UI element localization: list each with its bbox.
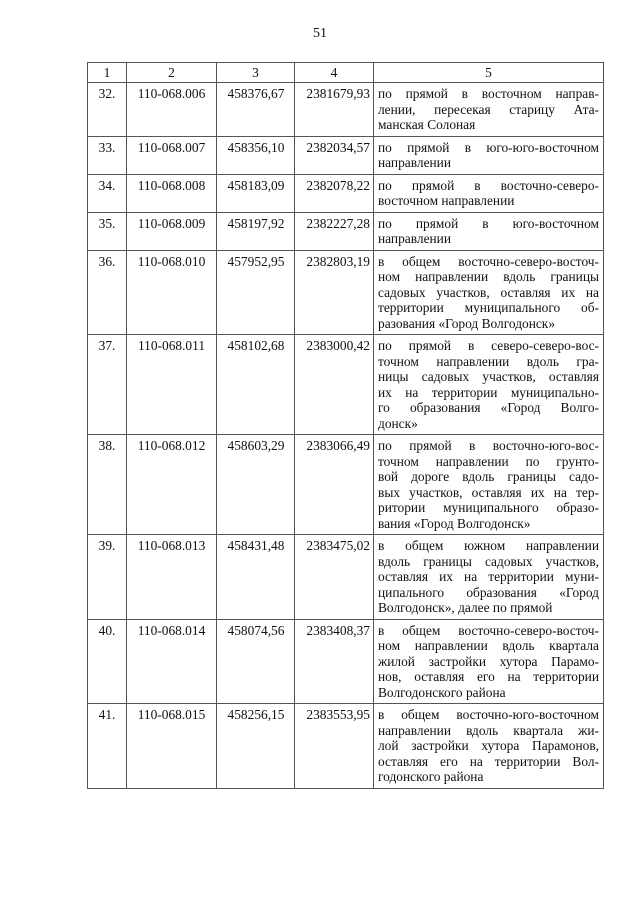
description-line: точном направлении вдоль гра-	[378, 353, 599, 369]
description-line: лой застройки хутора Парамонов,	[378, 738, 599, 753]
coordinate-y: 2383475,02	[295, 535, 374, 620]
row-number: 34.	[88, 174, 127, 212]
table-row	[88, 136, 604, 174]
description-line: разования «Город Волгодонск»	[378, 315, 556, 331]
description-line: ницы садовых участков, оставляя	[378, 369, 599, 384]
coordinate-x: 458356,10	[217, 136, 295, 174]
row-number: 36.	[88, 250, 127, 335]
description-line: точном направлении по грунто-	[378, 453, 599, 469]
coordinate-x: 458183,09	[217, 174, 295, 212]
point-code: 110-068.008	[127, 174, 217, 212]
description-line: нов, оставляя его на территории	[378, 669, 599, 684]
table-row	[88, 435, 604, 535]
header-col-3: 3	[217, 63, 295, 83]
coordinate-y: 2383553,95	[295, 704, 374, 789]
description-line: жилой застройки хутора Парамо-	[378, 653, 599, 669]
description-line: по прямой в юго-юго-восточном	[378, 139, 599, 155]
boundary-description	[374, 535, 604, 620]
row-number: 35.	[88, 212, 127, 250]
coordinate-x: 458431,48	[217, 535, 295, 620]
description-line: в общем южном направлении	[378, 538, 599, 553]
description-line: вдоль границы садовых участков,	[378, 553, 599, 569]
row-number: 37.	[88, 335, 127, 435]
description-line: ном направлении вдоль квартала	[378, 638, 599, 653]
boundary-description	[374, 435, 604, 535]
description-line: по прямой в юго-восточном	[378, 215, 599, 231]
coordinate-x: 457952,95	[217, 250, 295, 335]
table-row	[88, 335, 604, 435]
point-code: 110-068.006	[127, 83, 217, 137]
description-line: по прямой в восточно-юго-вос-	[378, 438, 599, 453]
coordinate-x: 458074,56	[217, 619, 295, 704]
table-row	[88, 174, 604, 212]
coordinate-x: 458197,92	[217, 212, 295, 250]
description-line: направлении	[378, 231, 452, 246]
table-row	[88, 619, 604, 704]
table-row	[88, 535, 604, 620]
coordinate-y: 2381679,93	[295, 83, 374, 137]
point-code: 110-068.013	[127, 535, 217, 620]
description-line: вания «Город Волгодонск»	[378, 515, 531, 531]
boundary-description	[374, 136, 604, 174]
table-row	[88, 704, 604, 789]
description-line: направлении	[378, 155, 452, 170]
boundary-description	[374, 174, 604, 212]
table-row	[88, 83, 604, 137]
coordinate-x: 458256,15	[217, 704, 295, 789]
header-col-2: 2	[127, 63, 217, 83]
point-code: 110-068.015	[127, 704, 217, 789]
description-line: манская Солоная	[378, 117, 476, 132]
boundary-description	[374, 250, 604, 335]
coordinate-y: 2382227,28	[295, 212, 374, 250]
description-line: Волгодонского района	[378, 684, 506, 700]
row-number: 39.	[88, 535, 127, 620]
description-line: в общем восточно-юго-восточном	[378, 707, 599, 722]
boundary-points-table	[87, 62, 604, 789]
description-line: садовых участков, оставляя их на	[378, 284, 599, 300]
boundary-description	[374, 704, 604, 789]
description-line: вой дороге вдоль границы садо-	[378, 469, 599, 484]
boundary-description	[374, 335, 604, 435]
row-number: 33.	[88, 136, 127, 174]
description-line: восточном направлении	[378, 193, 515, 208]
page-number: 51	[313, 26, 327, 41]
table-row	[88, 250, 604, 335]
table-row	[88, 212, 604, 250]
row-number: 38.	[88, 435, 127, 535]
description-line: в общем восточно-северо-восточ-	[378, 622, 599, 638]
description-line: ципального образования «Город	[378, 584, 599, 600]
point-code: 110-068.010	[127, 250, 217, 335]
description-line: по прямой в восточном направ-	[378, 86, 599, 101]
coordinate-x: 458376,67	[217, 83, 295, 137]
description-line: годонского района	[378, 769, 484, 784]
header-col-1: 1	[88, 63, 127, 83]
coordinate-y: 2383000,42	[295, 335, 374, 435]
description-line: донск»	[378, 415, 418, 431]
point-code: 110-068.014	[127, 619, 217, 704]
description-line: по прямой в восточно-северо-	[378, 177, 599, 193]
description-line: го образования «Город Волго-	[378, 400, 599, 415]
coordinate-y: 2382078,22	[295, 174, 374, 212]
description-line: их на территории муниципально-	[378, 384, 599, 400]
coordinate-x: 458102,68	[217, 335, 295, 435]
description-line: в общем восточно-северо-восточ-	[378, 253, 599, 269]
boundary-description	[374, 83, 604, 137]
description-line: вых участков, оставляя их на тер-	[378, 484, 599, 500]
description-line: оставляя их на территории муни-	[378, 569, 599, 584]
description-line: лении, пересекая старицу Ата-	[378, 101, 599, 117]
row-number: 32.	[88, 83, 127, 137]
description-line: оставляя его на территории Вол-	[378, 753, 599, 769]
header-col-4: 4	[295, 63, 374, 83]
header-col-5: 5	[374, 63, 604, 83]
description-line: ном направлении вдоль границы	[378, 269, 599, 284]
row-number: 41.	[88, 704, 127, 789]
point-code: 110-068.007	[127, 136, 217, 174]
point-code: 110-068.012	[127, 435, 217, 535]
row-number: 40.	[88, 619, 127, 704]
description-line: ритории муниципального образо-	[378, 500, 599, 515]
boundary-description	[374, 619, 604, 704]
description-line: Волгодонск», далее по прямой	[378, 600, 553, 615]
description-line: территории муниципального об-	[378, 300, 599, 315]
description-line: направлении вдоль квартала жи-	[378, 722, 599, 738]
coordinate-y: 2383408,37	[295, 619, 374, 704]
description-line: по прямой в северо-северо-вос-	[378, 338, 599, 353]
point-code: 110-068.011	[127, 335, 217, 435]
coordinate-x: 458603,29	[217, 435, 295, 535]
table-header-row	[88, 63, 604, 83]
coordinate-y: 2382034,57	[295, 136, 374, 174]
point-code: 110-068.009	[127, 212, 217, 250]
coordinate-y: 2382803,19	[295, 250, 374, 335]
boundary-description	[374, 212, 604, 250]
coordinate-y: 2383066,49	[295, 435, 374, 535]
